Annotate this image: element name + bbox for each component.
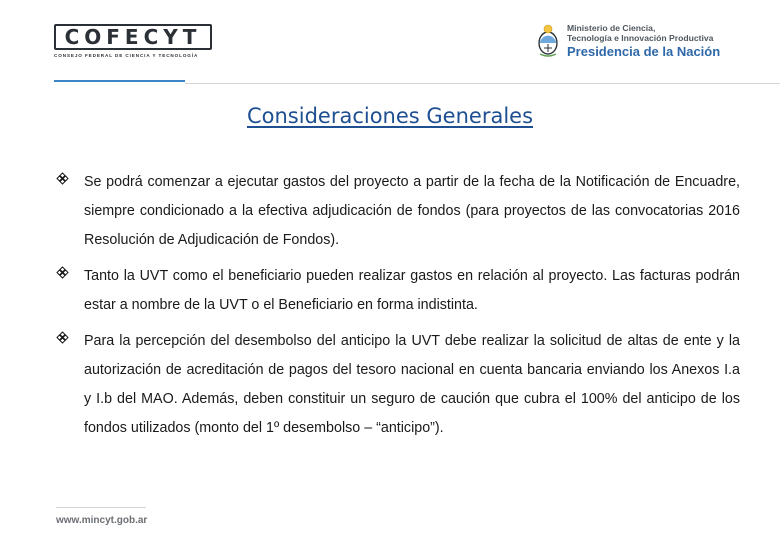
- coat-of-arms-icon: [537, 24, 559, 58]
- list-item: [56, 168, 740, 255]
- footer-url: www.mincyt.gob.ar: [56, 515, 148, 526]
- ministry-name-line2: Tecnología e Innovación Productiva: [567, 32, 714, 43]
- diamond-bullet-icon: [56, 266, 69, 279]
- list-item: [56, 327, 740, 443]
- header-divider: [185, 83, 780, 84]
- diamond-bullet-icon: [56, 331, 69, 344]
- bullet-text: Tanto la UVT como el beneficiario pueden realizar gastos en relación al proyecto. Las facturas podrán estar a nombre de la UVT o el Beneficiario en forma indistinta.: [84, 268, 740, 313]
- cofecyt-logo-subtitle: CONSEJO FEDERAL DE CIENCIA Y TECNOLOGÍA: [54, 53, 199, 58]
- bullet-text: Para la percepción del desembolso del anticipo la UVT debe realizar la solicitud de altas de ente y la autorización de acreditación de pagos del tesoro nacional en cuenta bancaria enviando los Anexos I.a y I.b del MAO. Además, deben constituir un seguro de caución que cubra el 100% del anticipo de los fondos utilizados (monto del 1º desembolso – “anticipo”).: [84, 333, 740, 436]
- presidencia-label: Presidencia de la Nación: [567, 43, 721, 59]
- header: [0, 0, 780, 85]
- bullet-text: Se podrá comenzar a ejecutar gastos del proyecto a partir de la fecha de la Notificación de Encuadre, siempre condicionado a la efectiva adjudicación de fondos (para proyectos de las convocatorias 2016 Resolución de Adjudicación de Fondos).: [84, 174, 740, 248]
- page-title: Consideraciones Generales: [246, 104, 534, 128]
- cofecyt-logo-wordmark: COFECYT: [54, 24, 212, 50]
- ministry-name-line1: Ministerio de Ciencia,: [567, 23, 656, 33]
- list-item: [56, 262, 740, 320]
- header-accent-line: [54, 80, 185, 82]
- ministry-logo: [537, 24, 720, 60]
- diamond-bullet-icon: [56, 172, 69, 185]
- footer-divider: [56, 507, 146, 508]
- bullet-list: [56, 174, 740, 456]
- cofecyt-logo: [54, 24, 216, 58]
